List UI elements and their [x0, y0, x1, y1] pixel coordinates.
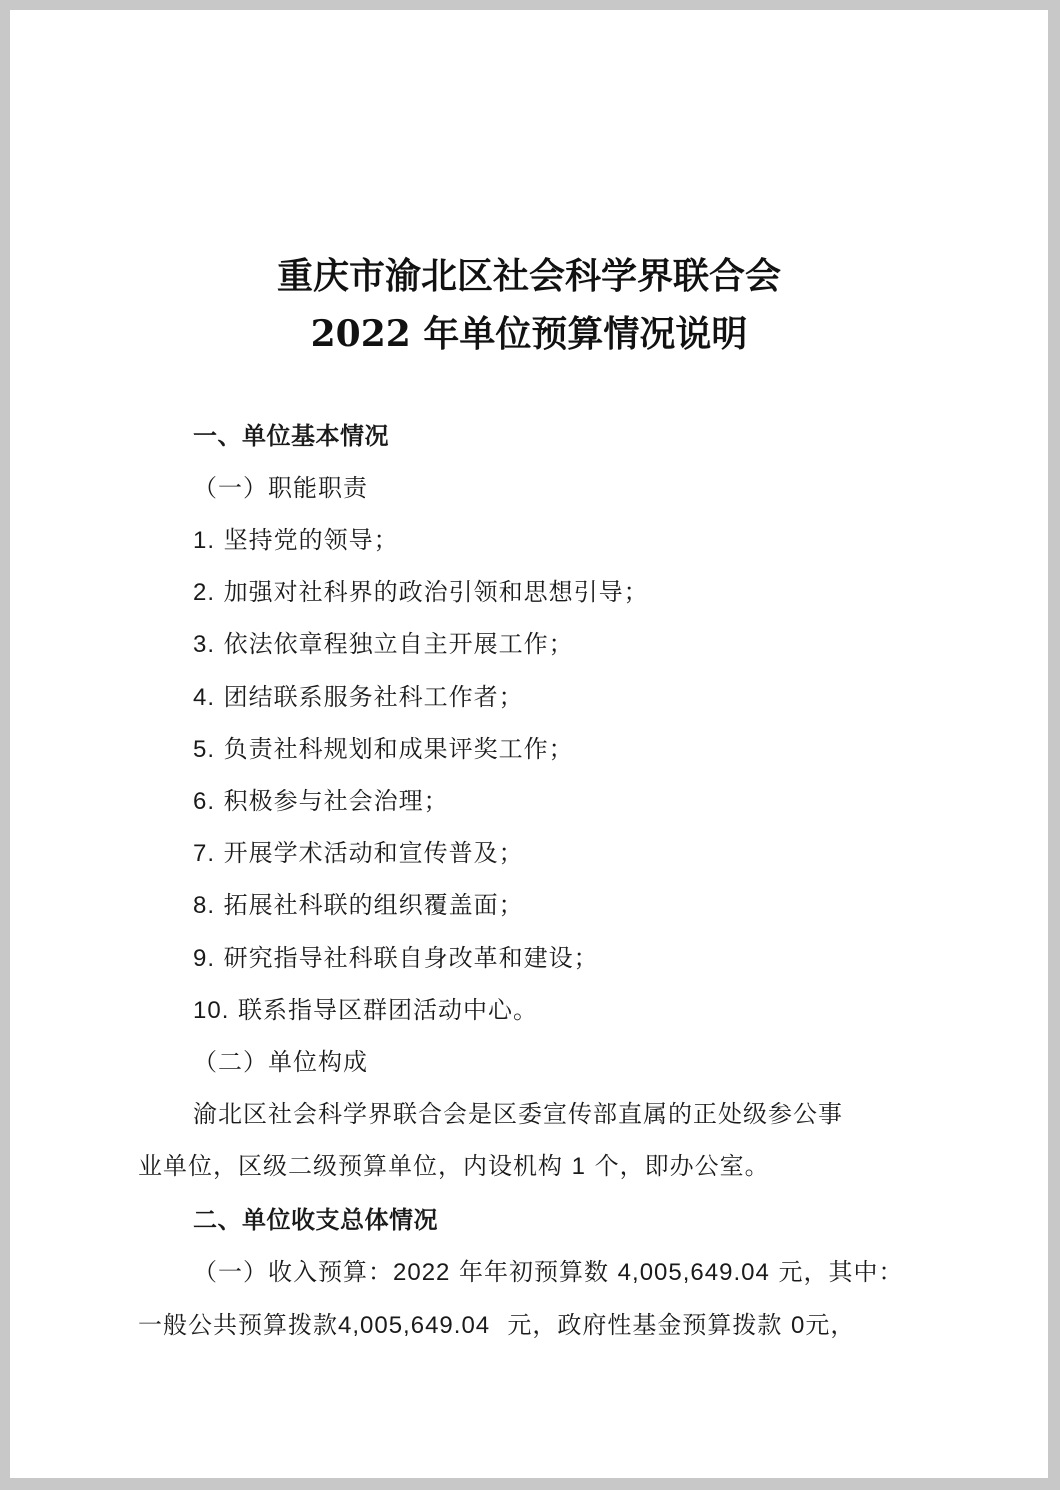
income-text-a: （一）收入预算： — [193, 1258, 393, 1286]
income2-text-c: 元， — [805, 1311, 856, 1339]
sub1-heading: （一）职能职责 — [193, 474, 368, 502]
duty-text: 积极参与社会治理； — [223, 787, 449, 815]
income-line2 — [138, 1305, 855, 1340]
section2-heading: 二、单位收支总体情况 — [193, 1205, 438, 1234]
composition-text-b: 个，即办公室。 — [594, 1152, 770, 1180]
duty-number: 2. — [193, 579, 216, 606]
document-page — [10, 10, 1048, 1478]
duty-number: 5. — [193, 736, 216, 763]
duty-item — [193, 624, 574, 659]
composition-count: 1 — [571, 1153, 586, 1180]
duty-text: 依法依章程独立自主开展工作； — [223, 630, 574, 658]
duty-item — [193, 572, 649, 607]
composition-line2 — [138, 1146, 770, 1181]
income-line1 — [193, 1252, 903, 1287]
duty-item — [193, 938, 599, 973]
income-text-c: 元，其中： — [778, 1258, 904, 1286]
income2-text-b: 元，政府性基金预算拨款 — [507, 1311, 783, 1339]
duty-text: 拓展社科联的组织覆盖面； — [223, 891, 524, 919]
sub2-heading: （二）单位构成 — [193, 1048, 368, 1076]
income-total: 4,005,649.04 — [617, 1259, 770, 1286]
duty-number: 6. — [193, 788, 216, 815]
income-year: 2022 — [393, 1259, 451, 1286]
duty-item — [193, 677, 524, 712]
income2-text-a: 一般公共预算拨款 — [138, 1311, 338, 1339]
duty-number: 3. — [193, 631, 216, 658]
income-fund: 0 — [791, 1312, 806, 1339]
duty-number: 4. — [193, 684, 216, 711]
duty-item — [193, 520, 399, 555]
duty-text: 加强对社科界的政治引领和思想引导； — [223, 578, 649, 606]
duty-item — [193, 885, 524, 920]
duty-text: 负责社科规划和成果评奖工作； — [223, 735, 574, 763]
duty-item — [193, 781, 449, 816]
duty-text: 联系指导区群团活动中心。 — [238, 996, 539, 1024]
duty-number: 7. — [193, 840, 216, 867]
income-text-b: 年年初预算数 — [459, 1258, 610, 1286]
duty-number: 9. — [193, 945, 216, 972]
document-title-line2: 2022 年单位预算情况说明 — [310, 313, 748, 355]
duty-item — [193, 990, 538, 1025]
duty-item — [193, 833, 524, 868]
document-title-line1: 重庆市渝北区社会科学界联合会 — [276, 255, 781, 297]
composition-line1: 渝北区社会科学界联合会是区委宣传部直属的正处级参公事 — [193, 1100, 843, 1128]
duty-text: 坚持党的领导； — [223, 526, 399, 554]
duty-text: 开展学术活动和宣传普及； — [223, 839, 524, 867]
duty-text: 研究指导社科联自身改革和建设； — [223, 944, 599, 972]
duty-number: 8. — [193, 892, 216, 919]
duty-number: 1. — [193, 527, 216, 554]
section1-heading: 一、单位基本情况 — [193, 421, 389, 450]
duty-item — [193, 729, 574, 764]
duty-text: 团结联系服务社科工作者； — [223, 683, 524, 711]
composition-text-a: 业单位，区级二级预算单位，内设机构 — [138, 1152, 563, 1180]
duty-number: 10. — [193, 997, 230, 1024]
income-general: 4,005,649.04 — [338, 1312, 491, 1339]
